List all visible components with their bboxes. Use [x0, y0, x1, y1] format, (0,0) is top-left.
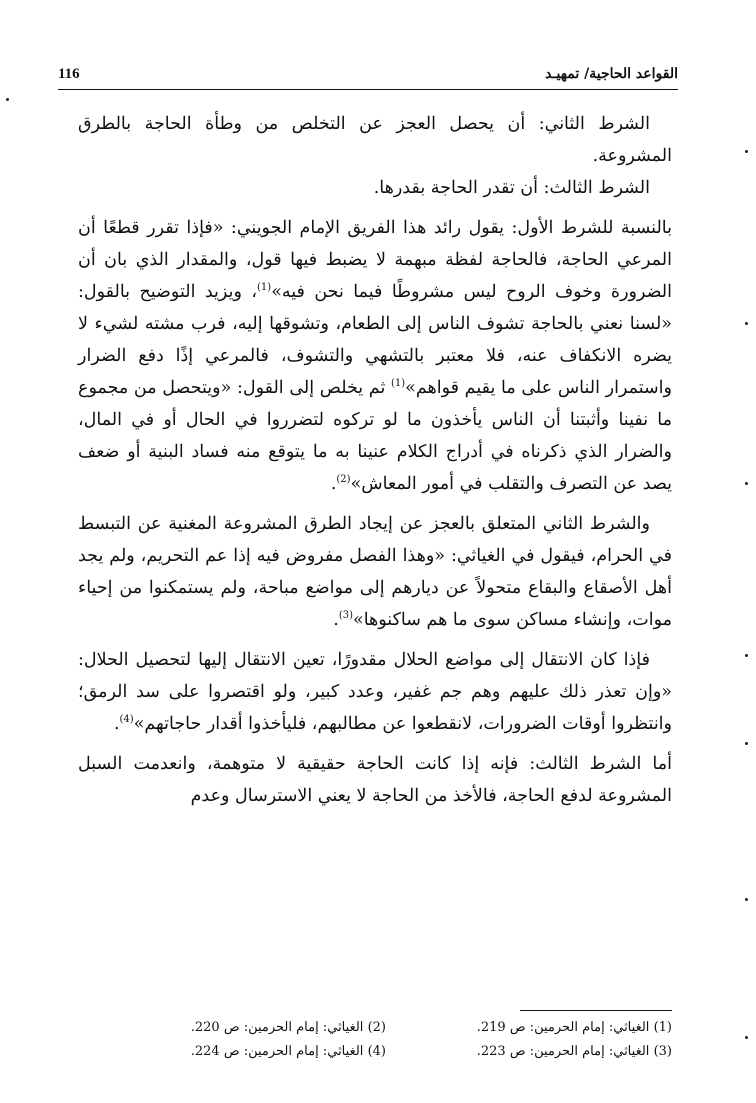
paragraph-condition-two: الشرط الثاني: أن يحصل العجز عن التخلص من وطأة الحاجة بالطرق المشروعة.: [78, 114, 672, 166]
paragraph-condition-three: الشرط الثالث: أن تقدر الحاجة بقدرها.: [373, 178, 650, 198]
footnote-number: (4): [367, 1044, 386, 1059]
text-run: .: [330, 474, 337, 494]
text-run: .: [113, 714, 120, 734]
footnote-rule: [520, 1010, 672, 1011]
scan-mark: [745, 654, 748, 657]
scan-mark: [745, 898, 748, 901]
footnote-text: الغياثي: إمام الحرمين: ص 219.: [476, 1020, 650, 1035]
text-run: بالنسبة للشرط الأول: يقول رائد هذا الفريق الإمام الجويني: «فإذا تقرر قطعًا أن المرعي الحاجة، فالحاجة لفظة مبهمة لا يضبط فيها قول، والمقدار الذي بان أن الضرورة وخوف الروح ليس مشروطًا فيما نحن فيه»: [78, 218, 672, 302]
scan-mark: [745, 322, 748, 325]
scan-mark: [6, 98, 9, 101]
footnote-2: [100, 1016, 386, 1040]
paragraph-second-condition-discussion: [78, 508, 672, 636]
text-run: فإذا كان الانتقال إلى مواضع الحلال مقدورًا، تعين الانتقال إليها لتحصيل الحلال: «وإن تعذر ذلك عليهم وهم جم غفير، وعدد كبير، ولو اقتصروا على سد الرمق؛ وانتظروا أوقات الضرورات، لانقطعوا عن مطالبهم، فليأخذوا أقدار حاجاتهم»: [78, 650, 672, 734]
paragraph-first-condition-discussion: [78, 212, 672, 500]
footnote-text: الغياثي: إمام الحرمين: ص 223.: [476, 1044, 650, 1059]
text-run: والشرط الثاني المتعلق بالعجز عن إيجاد الطرق المشروعة المغنية عن التبسط في الحرام، فيقول في الغياثي: «وهذا الفصل مفروض فيه إذا عم التحريم، ولم يجد أهل الأصقاع والبقاع متحولاً عن ديارهم إلى مواضع مباحة، ولم يستمكنوا من إحياء موات، وإنشاء مساكن سوى ما هم ساكنوها»: [78, 514, 672, 630]
body-text: [78, 108, 672, 812]
scan-mark: [745, 1036, 748, 1039]
footnote-text: الغياثي: إمام الحرمين: ص 220.: [190, 1020, 364, 1035]
footnote-marker: (4): [119, 714, 134, 726]
footnote-number: (3): [653, 1044, 672, 1059]
footnote-1: [386, 1016, 672, 1040]
paragraph-relocation: [78, 644, 672, 740]
footnote-marker: (2): [336, 474, 351, 486]
scan-mark: [745, 150, 748, 153]
footnote-3: [386, 1040, 672, 1064]
footnote-4: [100, 1040, 386, 1064]
footnote-row: [100, 1040, 672, 1064]
header-rule: [58, 89, 678, 90]
scan-mark: [745, 742, 748, 745]
paragraph-third-condition-discussion: أما الشرط الثالث: فإنه إذا كانت الحاجة حقيقية لا متوهمة، وانعدمت السبل المشروعة لدفع الحاجة، فالأخذ من الحاجة لا يعني الاسترسال وعدم: [78, 754, 672, 806]
footnote-marker: (3): [338, 610, 353, 622]
running-title: القواعد الحاجية/ تمهيـد: [545, 66, 678, 82]
text-run: ، ويزيد التوضيح بالقول: «لسنا نعني بالحاجة تشوف الناس إلى الطعام، وتشوقها إليه، فرب مشته لشيء لا يضره الانكفاف عنه، فلا معتبر بالتشهي والتشوف، فالمرعي إذًا دفع الضرار واستمرار الناس على ما يقيم قواهم»: [78, 282, 672, 398]
footnote-marker: (1): [390, 378, 406, 390]
footnote-row: [100, 1016, 672, 1040]
text-run: ثم يخلص إلى القول: «ويتحصل من مجموع ما نفينا وأثبتنا أن الناس يأخذون ما لو تركوه لتضرروا في الحال أو في المال، والضرار الذي ذكرناه في أدراج الكلام عنينا به ما يتوقع منه فساد البنية أو ضعف يصد عن التصرف والتقلب في أمور المعاش»: [78, 378, 672, 494]
footnote-number: (2): [367, 1020, 386, 1035]
scan-mark: [745, 482, 748, 485]
footnote-marker: (1): [257, 282, 272, 294]
page-header: [58, 62, 678, 92]
page-number: 116: [58, 66, 80, 82]
footnote-number: (1): [653, 1020, 672, 1035]
footnote-text: الغياثي: إمام الحرمين: ص 224.: [190, 1044, 364, 1059]
text-run: .: [333, 610, 339, 630]
footnotes: [100, 1016, 672, 1064]
